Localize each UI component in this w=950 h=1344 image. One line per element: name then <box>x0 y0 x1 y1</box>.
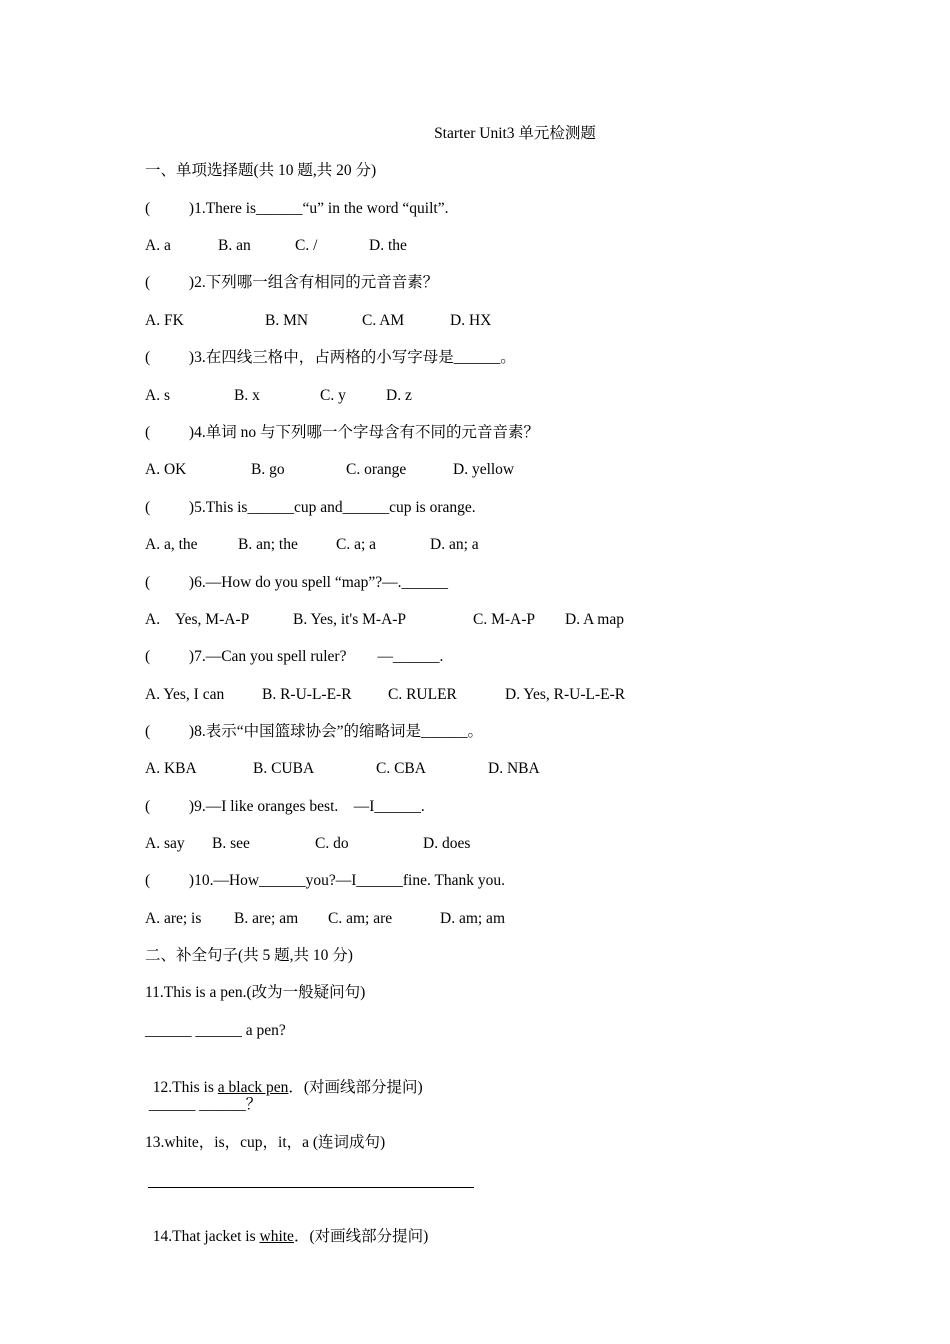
page-title: Starter Unit3 单元检测题 <box>434 125 596 142</box>
option-b: B. x <box>234 387 260 404</box>
question-12-underlined: a black pen <box>217 1079 289 1096</box>
option-b: B. an; the <box>238 536 298 553</box>
question-14-underlined: white <box>259 1228 294 1245</box>
option-c: C. a; a <box>336 536 377 553</box>
option-d: D. an; a <box>430 536 479 553</box>
question-6-stem: ( )6.—How do you spell “map”?—.______ <box>145 574 449 591</box>
question-13-answer-rule <box>148 1187 474 1188</box>
option-b: B. are; am <box>234 910 299 927</box>
option-a: A. Yes, I can <box>145 686 225 703</box>
question-14-prefix: 14.That jacket is <box>152 1228 260 1245</box>
question-5-stem: ( )5.This is______cup and______cup is orange. <box>145 499 476 516</box>
question-10-stem: ( )10.—How______you?—I______fine. Thank you. <box>145 872 506 889</box>
option-c: C. y <box>320 387 346 404</box>
option-c: C. do <box>315 835 349 852</box>
question-13-stem: 13.white，is，cup，it，a (连词成句) <box>145 1134 386 1151</box>
question-11-stem: 11.This is a pen.(改为一般疑问句) <box>145 984 366 1001</box>
option-c: C. RULER <box>388 686 457 703</box>
option-d: D. NBA <box>488 760 540 777</box>
option-d: D. does <box>423 835 471 852</box>
question-9-stem: ( )9.—I like oranges best. —I______. <box>145 798 425 815</box>
option-d: D. Yes, R-U-L-E-R <box>505 686 626 703</box>
option-b: B. Yes, it's M-A-P <box>293 611 407 628</box>
option-d: D. z <box>386 387 412 404</box>
question-4-stem: ( )4.单词 no 与下列哪一个字母含有不同的元音音素？ <box>145 424 539 441</box>
question-12-answer-line: ______ ______？ <box>145 1096 262 1113</box>
option-a: A. say <box>145 835 185 852</box>
question-8-stem: ( )8.表示“中国篮球协会”的缩略词是______。 <box>145 723 483 740</box>
question-2-stem: ( )2.下列哪一组含有相同的元音音素？ <box>145 274 439 291</box>
option-a: A. FK <box>145 312 184 329</box>
option-b: B. CUBA <box>253 760 315 777</box>
option-d: D. am; am <box>440 910 505 927</box>
option-b: B. R-U-L-E-R <box>262 686 352 703</box>
option-a: A. s <box>145 387 170 404</box>
option-c: C. / <box>295 237 318 254</box>
question-14-suffix: ．(对画线部分提问) <box>293 1228 429 1245</box>
option-c: C. CBA <box>376 760 426 777</box>
option-d: D. yellow <box>453 461 515 478</box>
option-c: C. M-A-P <box>473 611 536 628</box>
option-c: C. AM <box>362 312 405 329</box>
question-1-stem: ( )1.There is______“u” in the word “quilt”. <box>145 200 449 217</box>
option-c: C. orange <box>346 461 407 478</box>
option-b: B. see <box>212 835 250 852</box>
option-b: B. go <box>251 461 285 478</box>
option-a: A. a <box>145 237 171 254</box>
option-a: A. OK <box>145 461 187 478</box>
option-d: D. HX <box>450 312 492 329</box>
option-c: C. am; are <box>328 910 393 927</box>
question-7-stem: ( )7.—Can you spell ruler? —______. <box>145 648 444 665</box>
question-12-suffix: ．(对画线部分提问) <box>288 1079 423 1096</box>
option-a: A. Yes, M-A-P <box>145 611 250 628</box>
question-14-stem <box>145 1207 428 1247</box>
option-a: A. a, the <box>145 536 198 553</box>
option-a: A. KBA <box>145 760 197 777</box>
question-11-answer-line: ______ ______ a pen? <box>145 1022 286 1039</box>
option-b: B. an <box>218 237 251 254</box>
option-d: D. the <box>369 237 407 254</box>
option-d: D. A map <box>565 611 624 628</box>
section-heading-2: 二、补全句子(共 5 题,共 10 分) <box>145 947 353 964</box>
option-b: B. MN <box>265 312 309 329</box>
option-a: A. are; is <box>145 910 202 927</box>
section-heading-1: 一、单项选择题(共 10 题,共 20 分) <box>145 162 377 179</box>
question-12-prefix: 12.This is <box>152 1079 218 1096</box>
question-12-stem <box>145 1058 423 1098</box>
question-3-stem: ( )3.在四线三格中，占两格的小写字母是______。 <box>145 349 516 366</box>
